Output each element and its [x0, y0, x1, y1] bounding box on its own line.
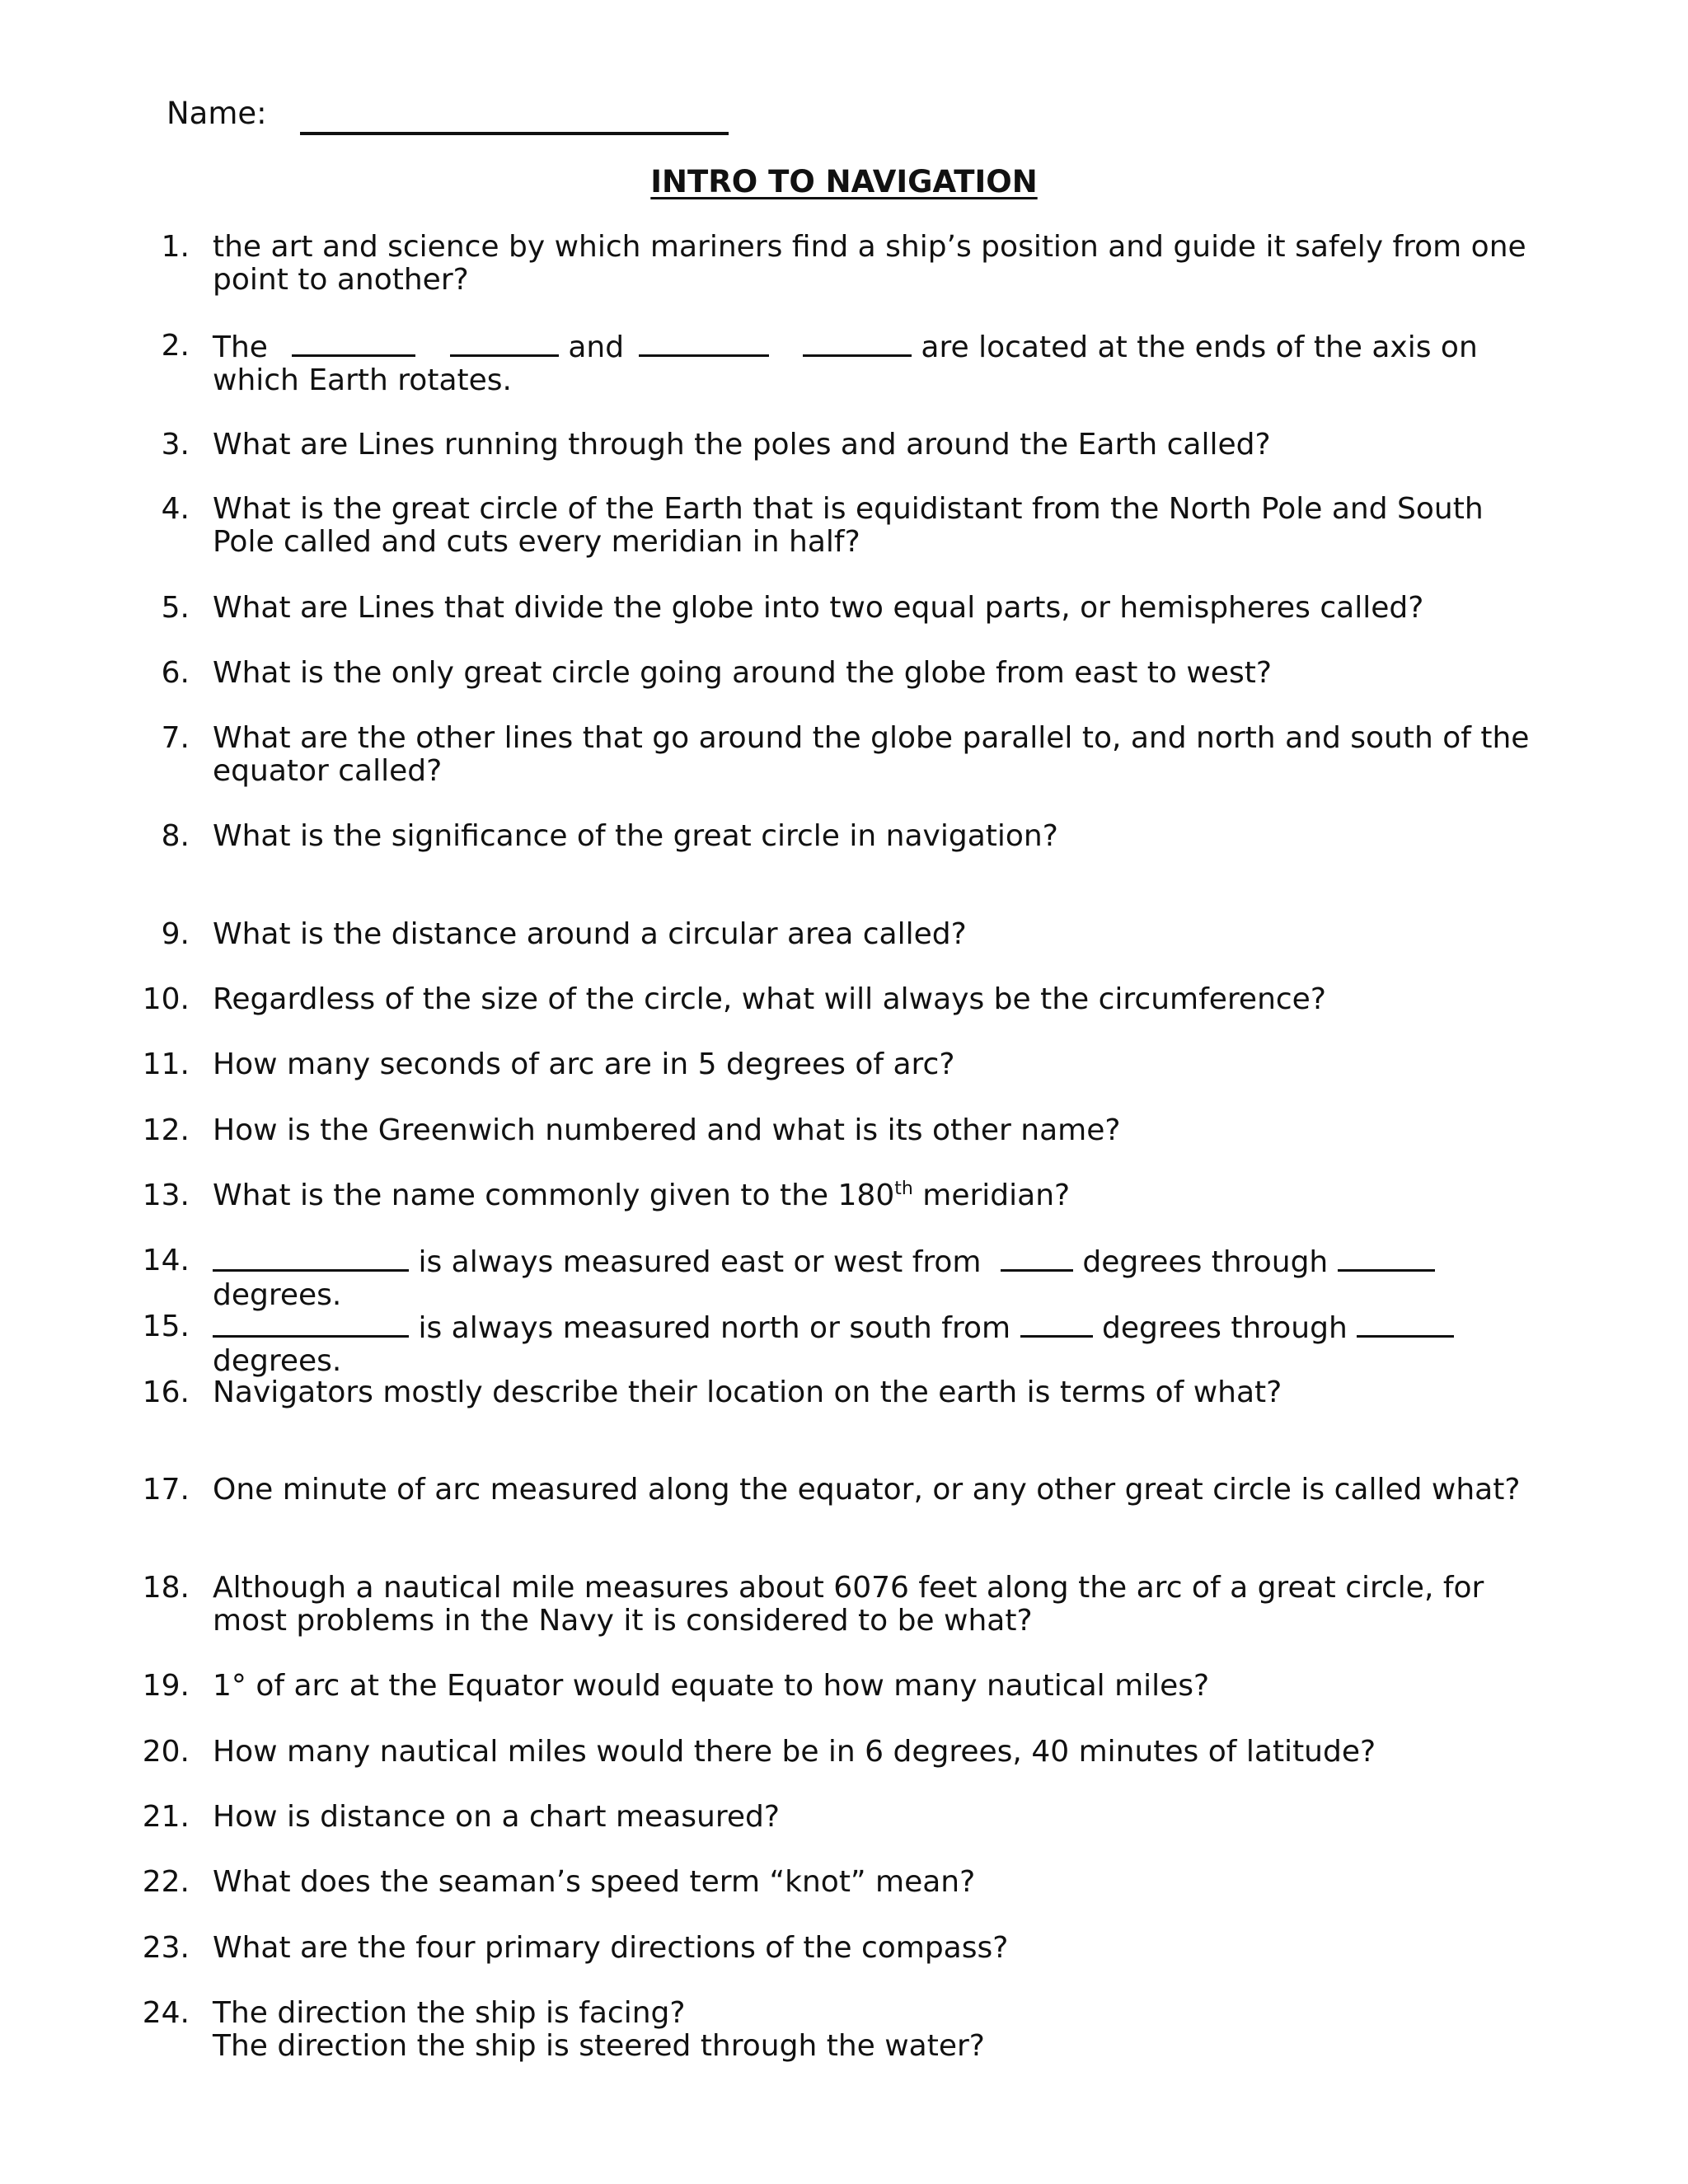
- question-number: 18.: [142, 1571, 190, 1605]
- question-text-part: What is the name commonly given to the 180: [213, 1179, 895, 1212]
- question-number: 19.: [142, 1669, 190, 1703]
- answer-blank[interactable]: [1357, 1310, 1454, 1338]
- ordinal-suffix: th: [894, 1179, 913, 1199]
- question-text: How is distance on a chart measured?: [213, 1800, 780, 1834]
- answer-blank[interactable]: [639, 330, 769, 357]
- question-text-part: is always measured north or south from: [418, 1311, 1011, 1345]
- question-number: 24.: [142, 1996, 190, 2030]
- question-text-part: degrees.: [213, 1278, 342, 1312]
- question-number: 6.: [161, 656, 190, 690]
- question-number: 2.: [161, 329, 190, 363]
- answer-blank[interactable]: [450, 330, 559, 357]
- name-label: Name:: [166, 96, 267, 131]
- question-number: 3.: [161, 428, 190, 462]
- answer-blank[interactable]: [213, 1244, 409, 1272]
- question-text: [213, 1310, 1548, 1378]
- question-text: What is the distance around a circular area called?: [213, 917, 967, 951]
- question-text-part: degrees through: [1082, 1245, 1329, 1279]
- question-text: Although a nautical mile measures about 6076 feet along the arc of a great circle, for most problems in the Navy it is considered to be what?: [213, 1571, 1484, 1638]
- question-text-part: is always measured east or west from: [418, 1245, 982, 1279]
- question-text: How many nautical miles would there be in 6 degrees, 40 minutes of latitude?: [213, 1735, 1376, 1769]
- question-text: What is the significance of the great circle in navigation?: [213, 819, 1058, 853]
- answer-blank[interactable]: [1338, 1244, 1435, 1272]
- question-number: 4.: [161, 492, 190, 526]
- question-text: [213, 330, 1548, 397]
- question-text: What does the seaman’s speed term “knot” mean?: [213, 1865, 976, 1899]
- question-text-part: and: [568, 330, 625, 364]
- question-number: 10.: [142, 982, 190, 1016]
- question-text: [213, 1179, 1548, 1212]
- question-text: What is the great circle of the Earth that is equidistant from the North Pole and South Pole called and cuts every meridian in half?: [213, 492, 1484, 559]
- question-number: 15.: [142, 1310, 190, 1343]
- answer-blank[interactable]: [213, 1310, 409, 1338]
- question-text: What are Lines that divide the globe into two equal parts, or hemispheres called?: [213, 591, 1424, 625]
- question-number: 17.: [142, 1473, 190, 1507]
- question-text-part: degrees.: [213, 1344, 342, 1378]
- question-text-part: degrees through: [1101, 1311, 1348, 1345]
- question-text: One minute of arc measured along the equator, or any other great circle is called what?: [213, 1473, 1521, 1507]
- question-text: What are the other lines that go around the globe parallel to, and north and south of the equator called?: [213, 721, 1530, 788]
- name-blank[interactable]: [300, 97, 729, 135]
- answer-blank[interactable]: [803, 330, 912, 357]
- question-text-line: The direction the ship is steered through the water?: [213, 2029, 985, 2063]
- question-text-part: meridian?: [912, 1179, 1071, 1212]
- question-number: 23.: [142, 1931, 190, 1965]
- question-text: What are the four primary directions of the compass?: [213, 1931, 1009, 1965]
- question-text: How many seconds of arc are in 5 degrees of arc?: [213, 1047, 955, 1081]
- question-text-part: are located at the ends of the axis on which Earth rotates.: [213, 330, 1478, 397]
- question-text: How is the Greenwich numbered and what is its other name?: [213, 1113, 1121, 1147]
- question-text: What are Lines running through the poles and around the Earth called?: [213, 428, 1271, 462]
- question-number: 5.: [161, 591, 190, 625]
- question-text: Regardless of the size of the circle, what will always be the circumference?: [213, 982, 1326, 1016]
- question-number: 9.: [161, 917, 190, 951]
- question-text: 1° of arc at the Equator would equate to how many nautical miles?: [213, 1669, 1210, 1703]
- question-number: 22.: [142, 1865, 190, 1899]
- question-number: 11.: [142, 1047, 190, 1081]
- question-text: What is the only great circle going around the globe from east to west?: [213, 656, 1272, 690]
- question-text-line: The direction the ship is facing?: [213, 1996, 686, 2030]
- answer-blank[interactable]: [1020, 1310, 1093, 1338]
- question-text-part: The: [213, 330, 268, 364]
- question-number: 1.: [161, 230, 190, 264]
- name-row: [166, 92, 729, 135]
- question-number: 16.: [142, 1376, 190, 1409]
- question-number: 8.: [161, 819, 190, 853]
- question-number: 21.: [142, 1800, 190, 1834]
- question-text: [213, 1997, 1548, 2063]
- question-number: 12.: [142, 1113, 190, 1147]
- page-title: INTRO TO NAVIGATION: [650, 164, 1038, 199]
- question-number: 13.: [142, 1179, 190, 1212]
- answer-blank[interactable]: [292, 330, 415, 357]
- question-text: the art and science by which mariners find a ship’s position and guide it safely from one point to another?: [213, 230, 1526, 297]
- question-number: 14.: [142, 1244, 190, 1277]
- question-text: Navigators mostly describe their location on the earth is terms of what?: [213, 1376, 1282, 1409]
- question-number: 20.: [142, 1735, 190, 1769]
- answer-blank[interactable]: [1001, 1244, 1073, 1272]
- question-number: 7.: [161, 721, 190, 755]
- question-text: [213, 1244, 1548, 1312]
